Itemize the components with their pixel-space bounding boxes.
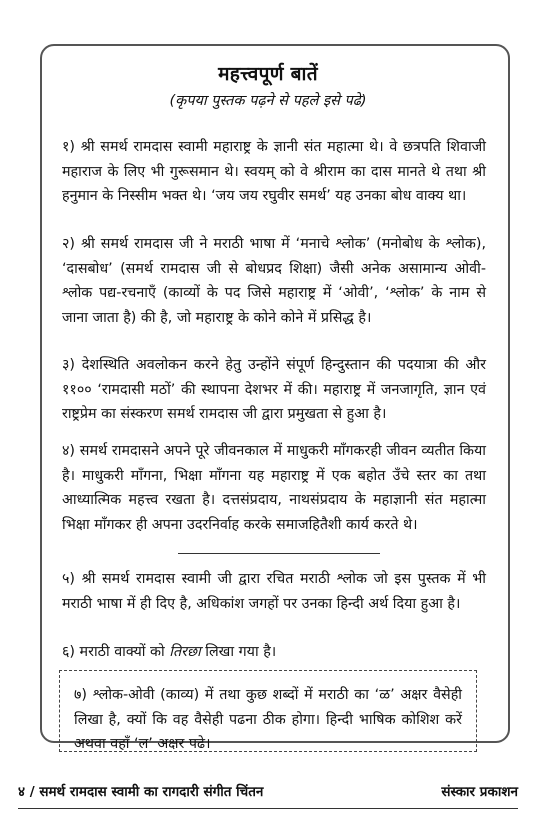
point-6-suffix: लिखा गया है। — [200, 644, 277, 660]
point-2: २) श्री समर्थ रामदास जी ने मराठी भाषा में ‘मनाचे श्लोक’ (मनोबोध के श्लोक), ‘दासबोध’ (समर्थ रामदास जी से बोधप्रद शिक्षा) जैसी अनेक असामान्य ओवी-श्लोक पद्य-रचनाएँ (काव्यों के पद जिसे महाराष्ट्र में ‘ओवी’, ‘श्लोक’ के नाम से जाना जाता है) की है, जो महाराष्ट्र के कोने कोने में प्रसिद्ध है। — [62, 236, 486, 326]
point-7-note: ७) श्लोक-ओवी (काव्य) में तथा कुछ शब्दों में मराठी का ‘ळ’ अक्षर वैसेही लिखा है, क्यों कि वह वैसेही पढना ठीक होगा। हिन्दी भाषिक कोशिश करें अथवा वहाँ ‘ल’ अक्षर पढे। — [74, 687, 462, 752]
point-6-prefix: ६) मराठी वाक्यों को — [62, 644, 170, 660]
point-4: ४) समर्थ रामदासने अपने पूरे जीवनकाल में माधुकरी माँगकरही जीवन व्यतीत किया है। माधुकरी माँगना, भिक्षा माँगना यह महाराष्ट्र में एक बहोत उँचे स्तर का तथा आध्यात्मिक महत्त्व रखता है। दत्तसंप्रदाय, नाथसंप्रदाय के महाज्ञानी संत महात्मा भिक्षा माँगकर ही अपना उदरनिर्वाह करके समाजहितैशी कार्य करते थे। — [62, 443, 486, 533]
page-subtitle: (कृपया पुस्तक पढ़ने से पहले इसे पढे) — [169, 93, 367, 109]
section-divider — [178, 553, 380, 554]
point-6-italic-word: तिरछा — [169, 644, 201, 660]
note-box — [59, 670, 477, 752]
footer-rule — [18, 808, 518, 809]
footer-publisher: संस्कार प्रकाशन — [441, 784, 518, 800]
point-6 — [62, 640, 486, 665]
point-5: ५) श्री समर्थ रामदास स्वामी जी द्वारा रचित मराठी श्लोक जो इस पुस्तक में भी मराठी भाषा में ही दिए है, अधिकांश जगहों पर उनका हिन्दी अर्थ दिया हुआ है। — [62, 571, 486, 612]
footer-book-title: ४ / समर्थ रामदास स्वामी का रागदारी संगीत चिंतन — [18, 784, 264, 800]
point-1: १) श्री समर्थ रामदास स्वामी महाराष्ट्र के ज्ञानी संत महात्मा थे। वे छत्रपति शिवाजी महाराज के लिए भी गुरूसमान थे। स्वयम् को वे श्रीराम का दास मानते थे तथा श्री हनुमान के निस्सीम भक्त थे। ‘जय जय रघुवीर समर्थ’ यह उनका बोध वाक्य था। — [62, 139, 486, 204]
page-footer — [18, 782, 518, 804]
point-3: ३) देशस्थिति अवलोकन करने हेतु उन्होंने संपूर्ण हिन्दुस्तान की पदयात्रा की और ११०० ‘रामदासी मठों’ की स्थापना देशभर में की। महाराष्ट्र में जनजागृति, ज्ञान एवं राष्ट्रप्रेम का संस्करण समर्थ रामदास जी द्वारा प्रमुखता से हुआ है। — [62, 357, 486, 422]
page-title: महत्त्वपूर्ण बातें — [218, 63, 318, 85]
